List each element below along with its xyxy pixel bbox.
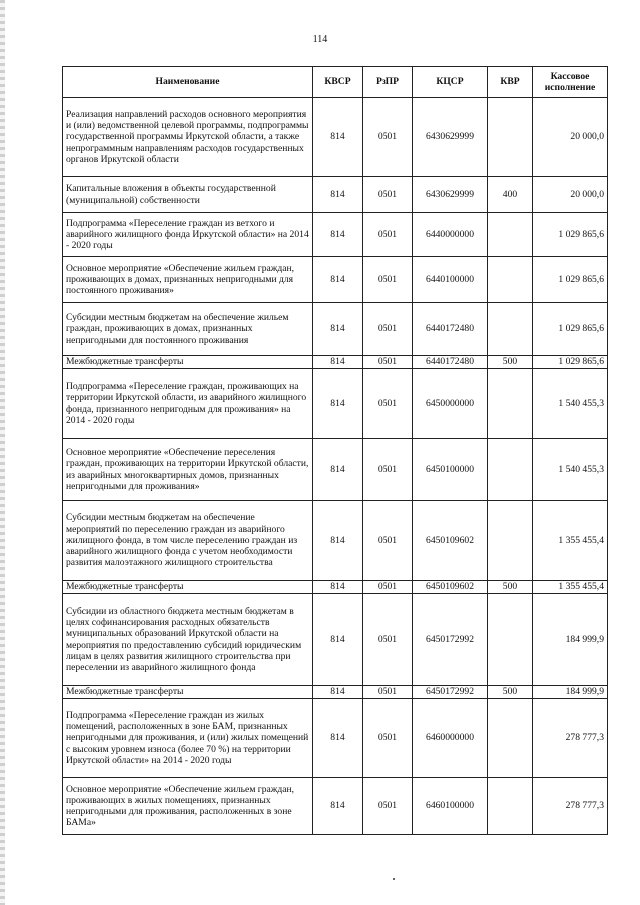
- row-rzpr: 0501: [363, 213, 413, 257]
- table-row: [63, 699, 608, 778]
- row-name: Основное мероприятие «Обеспечение переселения граждан, проживающих на территории Иркутской области, из аварийных многоквартирных домов, признанных непригодными для проживания»: [63, 439, 313, 501]
- row-kvr: [488, 699, 533, 778]
- table-row: [63, 213, 608, 257]
- row-name: Межбюджетные трансферты: [63, 356, 313, 369]
- row-kvsr: 814: [313, 778, 363, 835]
- row-amount: 20 000,0: [533, 98, 608, 177]
- row-rzpr: 0501: [363, 257, 413, 303]
- row-kvsr: 814: [313, 369, 363, 439]
- table-row: [63, 177, 608, 213]
- row-kcsr: 6440000000: [413, 213, 488, 257]
- row-kvr: 500: [488, 581, 533, 594]
- row-kvr: 500: [488, 356, 533, 369]
- row-kcsr: 6430629999: [413, 177, 488, 213]
- row-kvr: [488, 369, 533, 439]
- budget-table: [62, 66, 608, 835]
- row-rzpr: 0501: [363, 439, 413, 501]
- row-amount: 20 000,0: [533, 177, 608, 213]
- row-amount: 278 777,3: [533, 778, 608, 835]
- row-name: Субсидии местным бюджетам на обеспечение жильем граждан, проживающих в домах, признанных непригодными для постоянного проживания: [63, 303, 313, 356]
- row-amount: 184 999,9: [533, 594, 608, 686]
- row-rzpr: 0501: [363, 594, 413, 686]
- row-name: Основное мероприятие «Обеспечение жильем граждан, проживающих в жилых помещениях, признанных непригодными для проживания, расположенных в зоне БАМа»: [63, 778, 313, 835]
- header-amount: Кассовое исполнение: [533, 67, 608, 98]
- table-row: [63, 501, 608, 581]
- header-row: [63, 67, 608, 98]
- row-kvsr: 814: [313, 699, 363, 778]
- row-name: Межбюджетные трансферты: [63, 686, 313, 699]
- row-kcsr: 6450100000: [413, 439, 488, 501]
- header-name: Наименование: [63, 67, 313, 98]
- header-kvr: КВР: [488, 67, 533, 98]
- row-rzpr: 0501: [363, 778, 413, 835]
- row-kvr: 400: [488, 177, 533, 213]
- row-kvr: [488, 439, 533, 501]
- row-rzpr: 0501: [363, 177, 413, 213]
- row-kvr: [488, 501, 533, 581]
- row-kvsr: 814: [313, 213, 363, 257]
- row-kvsr: 814: [313, 594, 363, 686]
- table-row: [63, 686, 608, 699]
- row-kvr: 500: [488, 686, 533, 699]
- table-row: [63, 369, 608, 439]
- table-row: [63, 594, 608, 686]
- row-kcsr: 6450000000: [413, 369, 488, 439]
- row-name: Субсидии местным бюджетам на обеспечение мероприятий по переселению граждан из аварийного жилищного фонда, в том числе переселению граждан из аварийного жилищного фонда с учетом необходимости развития малоэтажного жилищного строительства: [63, 501, 313, 581]
- row-kvr: [488, 98, 533, 177]
- header-kvsr: КВСР: [313, 67, 363, 98]
- row-rzpr: 0501: [363, 501, 413, 581]
- row-kvr: [488, 213, 533, 257]
- row-kcsr: 6460000000: [413, 699, 488, 778]
- row-kvr: [488, 778, 533, 835]
- page-number: 114: [312, 34, 328, 45]
- row-kvsr: 814: [313, 686, 363, 699]
- row-kcsr: 6460100000: [413, 778, 488, 835]
- row-kvsr: 814: [313, 177, 363, 213]
- row-name: Подпрограмма «Переселение граждан, проживающих на территории Иркутской области, из аварийного жилищного фонда, признанного непригодным для проживания» на 2014 - 2020 годы: [63, 369, 313, 439]
- row-kcsr: 6450172992: [413, 594, 488, 686]
- row-rzpr: 0501: [363, 686, 413, 699]
- row-kcsr: 6430629999: [413, 98, 488, 177]
- row-amount: 1 029 865,6: [533, 303, 608, 356]
- table-row: [63, 778, 608, 835]
- row-amount: 184 999,9: [533, 686, 608, 699]
- row-amount: 1 029 865,6: [533, 257, 608, 303]
- row-kvr: [488, 594, 533, 686]
- row-name: Реализация направлений расходов основного мероприятия и (или) ведомственной целевой программы, подпрограммы государственной программы Иркутской области, а также непрограммным направлениям расходов государственных органов Иркутской области: [63, 98, 313, 177]
- row-rzpr: 0501: [363, 356, 413, 369]
- row-amount: 1 355 455,4: [533, 501, 608, 581]
- table-row: [63, 98, 608, 177]
- scan-speck: [393, 878, 395, 880]
- table-row: [63, 303, 608, 356]
- row-name: Субсидии из областного бюджета местным бюджетам в целях софинансирования расходных обязательств муниципальных образований Иркутской области на мероприятия по предоставлению субсидий юридическим лицам в целях развития жилищного строительства при переселении из аварийного жилищного фонда: [63, 594, 313, 686]
- row-rzpr: 0501: [363, 699, 413, 778]
- row-kcsr: 6440172480: [413, 356, 488, 369]
- row-kvsr: 814: [313, 581, 363, 594]
- row-name: Основное мероприятие «Обеспечение жильем граждан, проживающих в домах, признанных непригодными для постоянного проживания»: [63, 257, 313, 303]
- row-name: Подпрограмма «Переселение граждан из жилых помещений, расположенных в зоне БАМ, признанных непригодными для проживания, и (или) жилых помещений с высоким уровнем износа (более 70 %) на территории Иркутской области» на 2014 - 2020 годы: [63, 699, 313, 778]
- row-kvsr: 814: [313, 98, 363, 177]
- row-rzpr: 0501: [363, 369, 413, 439]
- row-kvsr: 814: [313, 439, 363, 501]
- row-kcsr: 6440100000: [413, 257, 488, 303]
- row-kcsr: 6450109602: [413, 581, 488, 594]
- row-kcsr: 6450172992: [413, 686, 488, 699]
- row-kvr: [488, 303, 533, 356]
- row-amount: 1 540 455,3: [533, 439, 608, 501]
- table-row: [63, 439, 608, 501]
- row-kvsr: 814: [313, 356, 363, 369]
- row-kcsr: 6440172480: [413, 303, 488, 356]
- row-kvr: [488, 257, 533, 303]
- table-row: [63, 356, 608, 369]
- table-row: [63, 581, 608, 594]
- header-kcsr: КЦСР: [413, 67, 488, 98]
- row-amount: 1 029 865,6: [533, 356, 608, 369]
- scan-edge: [0, 0, 5, 905]
- row-amount: 1 540 455,3: [533, 369, 608, 439]
- row-kvsr: 814: [313, 501, 363, 581]
- table-row: [63, 257, 608, 303]
- header-rzpr: РзПР: [363, 67, 413, 98]
- row-amount: 278 777,3: [533, 699, 608, 778]
- row-rzpr: 0501: [363, 98, 413, 177]
- row-kcsr: 6450109602: [413, 501, 488, 581]
- row-rzpr: 0501: [363, 303, 413, 356]
- row-amount: 1 355 455,4: [533, 581, 608, 594]
- row-name: Подпрограмма «Переселение граждан из ветхого и аварийного жилищного фонда Иркутской области» на 2014 - 2020 годы: [63, 213, 313, 257]
- row-amount: 1 029 865,6: [533, 213, 608, 257]
- row-name: Капитальные вложения в объекты государственной (муниципальной) собственности: [63, 177, 313, 213]
- row-rzpr: 0501: [363, 581, 413, 594]
- row-kvsr: 814: [313, 303, 363, 356]
- row-name: Межбюджетные трансферты: [63, 581, 313, 594]
- row-kvsr: 814: [313, 257, 363, 303]
